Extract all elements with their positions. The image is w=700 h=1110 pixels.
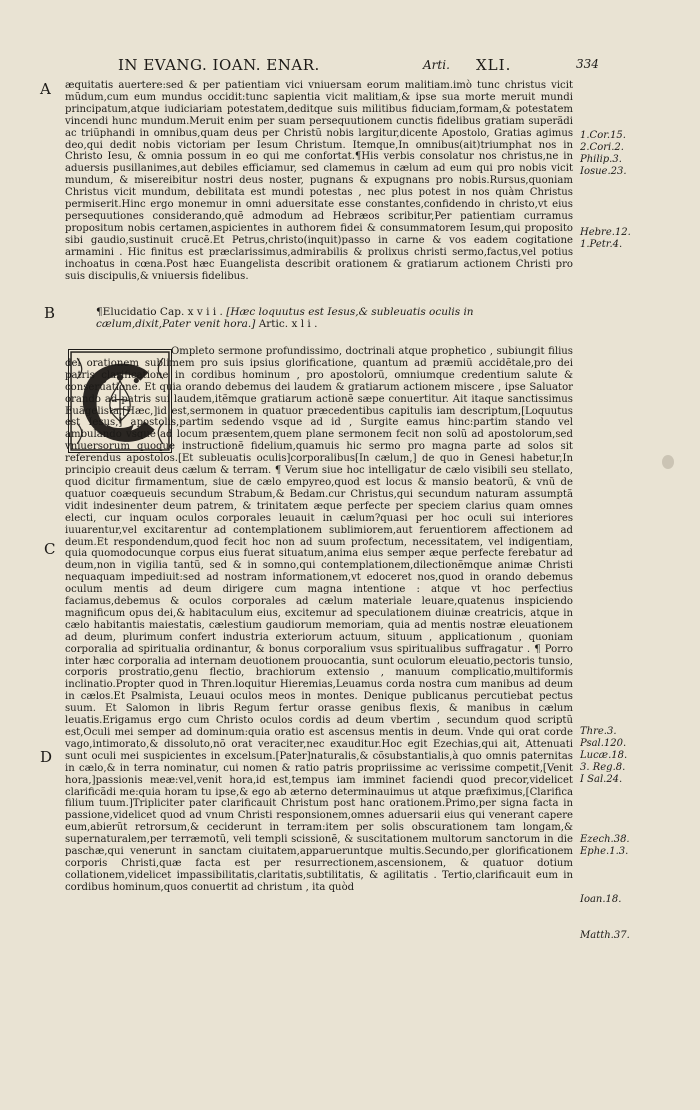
paper-spot <box>662 455 674 469</box>
margin-note: 1.Petr.4. <box>580 239 623 250</box>
section-letter-b: B <box>44 304 56 322</box>
margin-note: Thre.3. <box>580 726 617 737</box>
margin-note: 3. Reg.8. <box>580 762 626 773</box>
margin-note: Philip.3. <box>580 154 622 165</box>
margin-note: Matth.37. <box>580 930 630 941</box>
margin-note: I Sal.24. <box>580 774 623 785</box>
margin-note: Psal.120. <box>580 738 627 749</box>
margin-note: Ioan.18. <box>580 894 622 905</box>
margin-note: 2.Cori.2. <box>580 142 624 153</box>
text-block-c: Ompleto sermone profundissimo, doctrinali atque prophetico , subiungit filius dei orationem sublimem pro suis ipsius glorificatione, quantum ad præmiũ accidẽtale,pro dei patris clarificatione in cordibus hominum , pro apostolorũ, omniumque credentium salute & conseruatione. Et quia orando debemus dei laudem & gratiarum actionem miscere , ipse Saluator orando ad patris sui laudem,itẽmque gratiarum actionẽ sæpe conuertitur. Ait itaque sanctissimus Euãgelista,[Hæc,]id est,sermonem in quatuor præcedentibus capitulis iam descriptum,[Loquutus est Iesus,] apostolis,partim sedendo vsque ad id , Surgite eamus hinc:partim stando vel ambulando vsque ad locum præsentem,quem plane sermonem fecit non solũ ad apostolorum,sed vniuersorum quoque instructionẽ fidelium,quamuis hic sermo pro magna parte ad solos sit referendus apostolos.[Et subleuatis oculis]corporalibus[In cælum,] de quo in Genesi habetur,In principio creauit deus cælum & terram. ¶ Verum siue hoc intelligatur de cælo visibili seu stellato, quod dicitur firmamentum, siue de cælo empyreo,quod est locus & mansio beatorũ, & vnũ de quatuor coæqueuis secundum Strabum,& Bedam.cur Christus,qui secundum naturam assumptã vidit indesinenter deum patrem, & trinitatem æque perfecte per speciem clarius quam omnes electi, cur inquam oculos corporales leuauit in cælum?quasi per hoc oculi sui interiores iuuarentur,vel excitarentur ad contemplationem sublimiorem,aut feruentiorem affectionem ad deum.Et respondendum,quod fecit hoc non ad suum profectum, necessitatem, vel indigentiam, quia quomodocunque corpus eius fuerat situatum,anima eius semper æque perfecte ferebatur ad deum,non in vigilia tantũ, sed & in somno,qui contemplationem,dilectionẽmque animæ Christi nequaquam impediuit:sed ad nostram informationem,vt edoceret nos,quod in orando debemus oculum mentis ad deum dirigere cum magna intentione : atque vt hoc perfectius faciamus,debemus & oculos corporales ad cælum materiale leuare,quatenus inspiciendo magnificum opus dei,& habitaculum eius, excitemur ad speculationem diuinæ creatricis, atque in cælo habitantis maiestatis, cælestium gaudiorum memoriam, quia ad mentis nostræ eleuationem ad deum, plurimum confert industria exteriorum actuum, situum , applicationum , quoniam corporalia ad spiritualia ordinantur, & bonus corporalium vsus spiritualibus suffragatur . ¶ Porro inter hæc corporalia ad internam deuotionem prouocantia, sunt oculorum eleuatio,pectoris tunsio, corporis prostratio,genu flectio, brachiorum extensio , manuum complicatio,multiformis inclinatio.Propter quod in Thren.loquitur Hieremias,Leuamus corda nostra cum manibus ad deum in cælos.Et Psalmista, Leuaui oculos meos in montes. Denique publicanus percutiebat pectus suum. Et Salomon in libris Regum fertur orasse genibus flexis, & manibus in cælum leuatis.Erigamus ergo cum Christo oculos cordis ad deum vbertim , secundum quod scriptũ est,Oculi mei semper ad dominum:quia oratio est ascensus mentis in deum. Vnde qui orat corde vago,intimorato,& dissoluto,nõ orat veraciter,nec exauditur.Hoc egit Ezechias,qui ait, Attenuati sunt oculi mei suspicientes in excelsum.[Pater]naturalis,& cõsubstantialis,à quo omnis paternitas in cælo,& in terra nominatur, cui nomen & ratio patris propriissime ac verissime competit,[Venit hora,]passionis meæ:vel,venit hora,id est,tempus iam imminet faciendi quod precor,videlicet clarificãdi me:quia horam tu ipse,& ego ab æterno determinauimus ut atque præfiximus,[Clarifica filium tuum.]Tripliciter pater clarificauit Christum post hanc orationem.Primo,per signa facta in passione,videlicet quod ad vnum Christi responsionem,omnes aduersarii eius qui venerant capere eum,abierũt retrorsum,& ceciderunt in terram:item per solis obscurationem tam longam,& supernaturalem,per terræmotũ, veli templi scissionẽ, & suscitationem multorum sanctorum in die paschæ,qui venerunt in sanctam ciuitatem,apparueruntque multis.Secundo,per glorificationem corporis Christi,quæ facta est per resurrectionem,ascensionem, & quatuor dotium collationem,videlicet impassibilitatis,claritatis,subtilitatis, & agilitatis . Tertio,clarificauit eum in cordibus hominum,quos conuertit ad christum , ita quòd <box>65 346 573 893</box>
chapter-heading-verse: [Hæc loquutus est Iesus,& subleuatis oculis in cælum,dixit,Pater venit hora.] <box>96 306 474 330</box>
section-letter-c: C <box>44 540 56 558</box>
running-header <box>0 56 700 80</box>
article-number: XLI. <box>476 56 512 74</box>
running-title: IN EVANG. IOAN. ENAR. <box>118 56 320 74</box>
margin-note: Lucæ.18. <box>580 750 628 761</box>
chapter-heading-artic: Artic. x l i . <box>258 318 318 330</box>
article-label: Arti. <box>423 58 450 72</box>
section-letter-a: A <box>40 80 51 98</box>
text-block-a: æquitatis auertere:sed & per patientiam vici vniuersam eorum malitiam.imò tunc christus vicit mũdum,cum eum mundus occidit:tunc sapientia vicit malitiam,& ipse sua morte meruit mundi principatum,atque iudiciariam potestatem,deditque suis militibus fiduciam,formam,& potestatem vincendi hunc mundum.Meruit enim per suam persequutionem cunctis fidelibus gratiam superãdi ac triũphandi in omnibus,quam deus per Christũ nobis largitur,dicente Apostolo, Gratias agimus deo,qui dedit nobis victoriam per Iesum Christum. Itemque,In omnibus(ait)triumphat nos in Christo Iesu, & omnia possum in eo qui me confortat.¶His verbis consolatur nos christus,ne in aduersis pusillanimes,aut debiles efficiamur, sed clamemus in cælum ad eum qui pro nobis vicit mundum, & misereibitur nostri deus noster, pugnans & expugnans pro nobis.Rursus,quoniam Christus vicit mundum, debilitata est mundi potestas , nec plus potest in nos quàm Christus permiserit.Hinc ergo monemur in omni aduersitate esse constantes,confidendo in christo,vt eius persequutiones considerando,quẽ admodum ad Hebræos scribitur,Per patientiam curramus propositum nobis certamen,aspicientes in authorem fidei & consummatorem Iesum,qui proposito sibi gaudio,sustinuit crucẽ.Et Petrus,christo(inquit)passo in carne & vos eadem cogitatione armamini . Hic finitus est præclarissimus,admirabilis & prolixus christi sermo,factus,vel potius inchoatus in cœna.Post hæc Euangelista describit orationem & gratiarum actionem Christi pro suis discipulis,& vniuersis fidelibus. <box>65 80 573 282</box>
margin-note: Iosue.23. <box>580 166 627 177</box>
margin-note: 1.Cor.15. <box>580 130 626 141</box>
chapter-heading <box>96 306 566 330</box>
section-letter-d: D <box>40 748 53 766</box>
folio-number: 334 <box>576 57 599 71</box>
chapter-heading-lead: ¶Elucidatio Cap. x v i i . <box>96 306 223 318</box>
margin-note: Ephe.1.3. <box>580 846 629 857</box>
margin-note: Hebre.12. <box>580 227 631 238</box>
margin-note: Ezech.38. <box>580 834 630 845</box>
